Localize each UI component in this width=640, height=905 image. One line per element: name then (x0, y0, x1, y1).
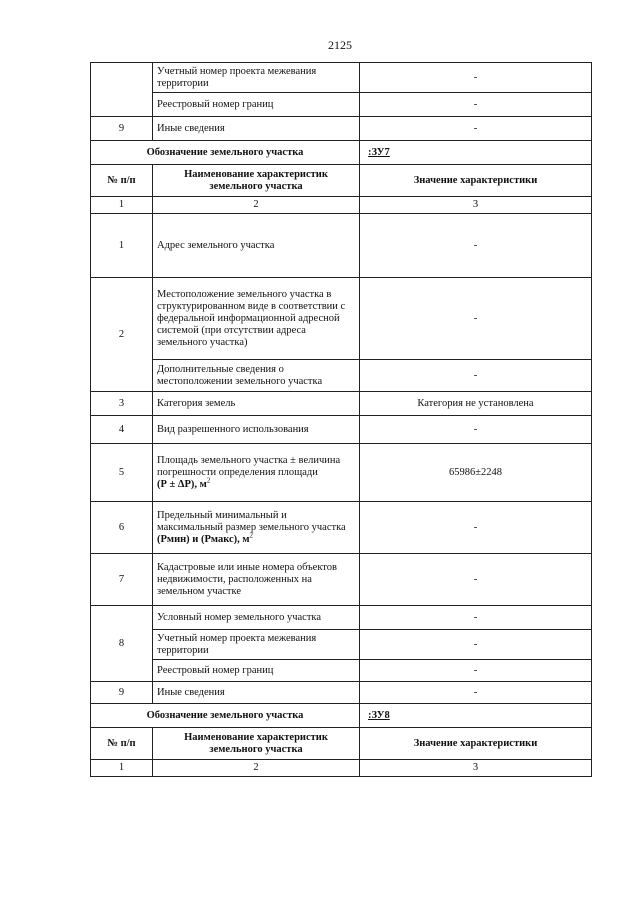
page-number: 2125 (328, 38, 352, 52)
characteristic-name: Условный номер земельного участка (153, 606, 360, 630)
table-row (91, 214, 592, 278)
row-number: 7 (91, 554, 153, 606)
characteristic-name: Иные сведения (153, 117, 360, 141)
table-row (91, 682, 592, 704)
characteristic-value: - (360, 93, 592, 117)
plot-designation-row (91, 704, 592, 728)
row-number: 8 (91, 606, 153, 682)
header-row (91, 165, 592, 197)
characteristic-value: - (360, 63, 592, 93)
characteristic-value: - (360, 278, 592, 360)
characteristic-name: Иные сведения (153, 682, 360, 704)
characteristic-name: Реестровый номер границ (153, 660, 360, 682)
size-limits-characteristic (153, 502, 360, 554)
col-number: 3 (360, 760, 592, 777)
header-row (91, 728, 592, 760)
characteristic-value: - (360, 606, 592, 630)
characteristic-name: Реестровый номер границ (153, 93, 360, 117)
plot-code: :ЗУ8 (360, 704, 592, 728)
col-number: 1 (91, 760, 153, 777)
characteristic-value: - (360, 214, 592, 278)
characteristic-name: Адрес земельного участка (153, 214, 360, 278)
table-row (91, 63, 592, 93)
row-number: 6 (91, 502, 153, 554)
col-number: 3 (360, 197, 592, 214)
table-row (91, 606, 592, 630)
characteristic-name: Площадь земельного участка ± величина погрешности определения площади (157, 454, 341, 478)
row-number: 5 (91, 444, 153, 502)
characteristic-value: - (360, 682, 592, 704)
superscript: 2 (206, 476, 211, 484)
plot-designation-label: Обозначение земельного участка (91, 141, 360, 165)
characteristic-value: - (360, 554, 592, 606)
characteristic-name: Учетный номер проекта межевания территории (153, 630, 360, 660)
table-row (91, 416, 592, 444)
row-number (91, 63, 153, 117)
col-number: 1 (91, 197, 153, 214)
characteristic-name: Предельный минимальный и максимальный размер земельного участка (157, 509, 346, 533)
plot-designation-label: Обозначение земельного участка (91, 704, 360, 728)
row-number: 4 (91, 416, 153, 444)
land-plot-table (90, 62, 592, 777)
table-row (91, 554, 592, 606)
plot-designation-row (91, 141, 592, 165)
characteristic-value: 65986±2248 (360, 444, 592, 502)
table-row (91, 278, 592, 360)
column-numbers-row (91, 760, 592, 777)
characteristic-value: Категория не установлена (360, 392, 592, 416)
table-row (91, 117, 592, 141)
characteristic-name: Учетный номер проекта межевания территории (153, 63, 360, 93)
col-number: 2 (153, 197, 360, 214)
header-num: № п/п (91, 728, 153, 760)
row-number: 2 (91, 278, 153, 392)
row-number: 3 (91, 392, 153, 416)
col-number: 2 (153, 760, 360, 777)
header-name: Наименование характеристик земельного участка (153, 728, 360, 760)
area-characteristic (153, 444, 360, 502)
superscript: 2 (249, 531, 254, 539)
characteristic-value: - (360, 117, 592, 141)
row-number: 1 (91, 214, 153, 278)
table-row (91, 630, 592, 660)
table-row (91, 502, 592, 554)
table-row (91, 93, 592, 117)
row-number: 9 (91, 682, 153, 704)
characteristic-value: - (360, 502, 592, 554)
characteristic-name: Категория земель (153, 392, 360, 416)
plot-code: :ЗУ7 (360, 141, 592, 165)
characteristic-name: Вид разрешенного использования (153, 416, 360, 444)
table-row (91, 360, 592, 392)
table-row (91, 660, 592, 682)
header-value: Значение характеристики (360, 165, 592, 197)
characteristic-value: - (360, 660, 592, 682)
row-number: 9 (91, 117, 153, 141)
characteristic-name: Дополнительные сведения о местоположении земельного участка (153, 360, 360, 392)
area-formula: (Р ± ΔР), м (157, 478, 207, 490)
characteristic-name: Местоположение земельного участка в структурированном виде в соответствии с федеральной информационной адресной системой (при отсутствии адреса земельного участка) (153, 278, 360, 360)
column-numbers-row (91, 197, 592, 214)
header-num: № п/п (91, 165, 153, 197)
table-row (91, 444, 592, 502)
header-name: Наименование характеристик земельного участка (153, 165, 360, 197)
size-formula: (Рмин) и (Рмакс), м (157, 533, 250, 545)
characteristic-value: - (360, 360, 592, 392)
characteristic-value: - (360, 630, 592, 660)
table-row (91, 392, 592, 416)
characteristic-name: Кадастровые или иные номера объектов недвижимости, расположенных на земельном участке (153, 554, 360, 606)
header-value: Значение характеристики (360, 728, 592, 760)
characteristic-value: - (360, 416, 592, 444)
